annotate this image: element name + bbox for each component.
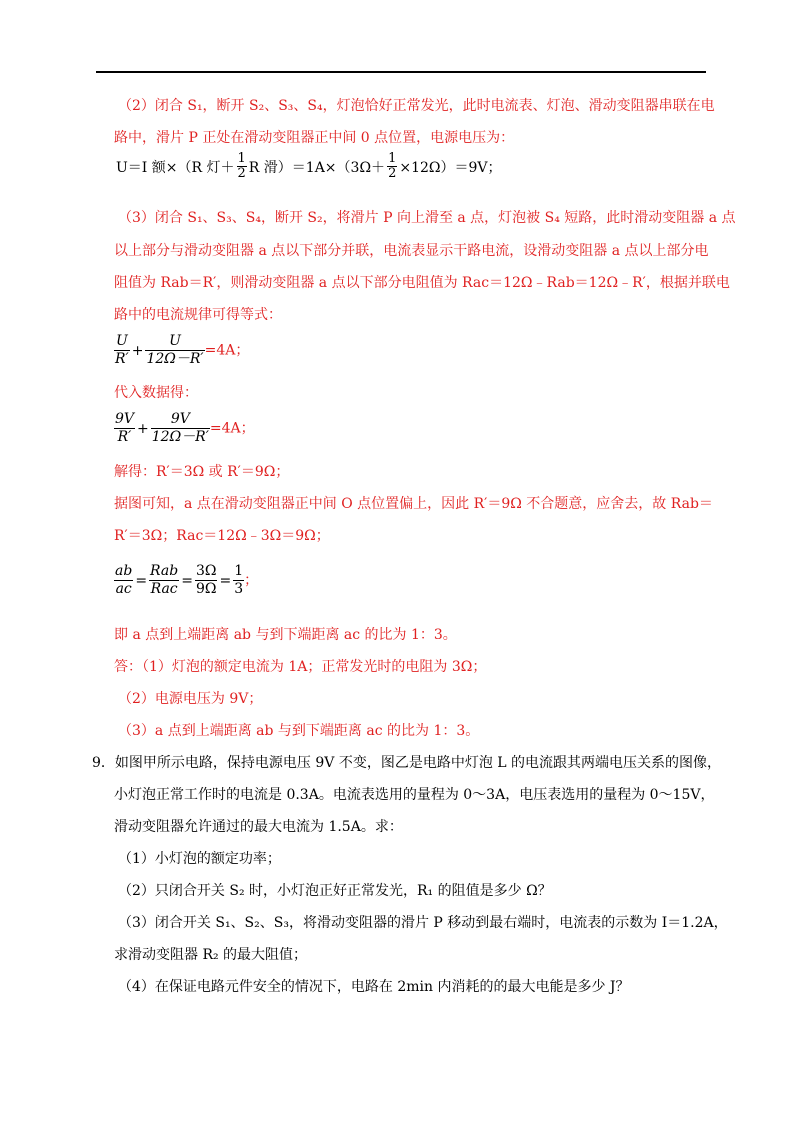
question-9-part3a: （3）闭合开关 S₁、S₂、S₃，将滑动变阻器的滑片 P 移动到最右端时，电流表的示数为 I＝1.2A， [118, 915, 728, 931]
question-9-part4: （4）在保证电路元件安全的情况下，电路在 2min 内消耗的的最大电能是多少 J？ [118, 979, 630, 995]
question-9-part1: （1）小灯泡的额定功率； [118, 851, 281, 867]
part3-line2: 以上部分与滑动变阻器 a 点以下部分并联，电流表显示干路电流，设滑动变阻器 a 点以上部分电 [114, 243, 709, 259]
part2-line2: 路中，滑片 P 正处在滑动变阻器正中间 0 点位置，电源电压为： [114, 130, 515, 146]
ratio-equation: $\frac{ab}{ac}$ = $\frac{\text{Rab}}{\text{Rac}}$ = $\frac{3\Omega}{9\Omega}$ = $\frac{1}{3}$ ； [115, 563, 259, 597]
question-9-line2: 小灯泡正常工作时的电流是 0.3A。电流表选用的量程为 0～3A，电压表选用的量程为 0～15V， [114, 787, 715, 803]
voltage-equation: U＝I 额×（R 灯＋ $\frac{1}{2}$ R 滑）＝1A×（3Ω＋ $\frac{1}{2}$ ×12Ω）＝9V； [116, 151, 502, 181]
equation-substituted: $\frac{9V}{R'}$ + $\frac{9V}{12\Omega-R'}$ =4A； [115, 411, 255, 445]
answer-1: 答：（1）灯泡的额定电流为 1A；正常发光时的电阻为 3Ω； [114, 659, 487, 675]
answer-3: （3）a 点到上端距离 ab 与到下端距离 ac 的比为 1：3。 [118, 723, 480, 739]
substitute-label: 代入数据得： [114, 385, 198, 401]
part3-line4: 路中的电流规律可得等式： [114, 307, 282, 323]
answer-2: （2）电源电压为 9V； [118, 691, 263, 707]
part2-line1: （2）闭合 S₁，断开 S₂、S₃、S₄，灯泡恰好正常发光，此时电流表、灯泡、滑动变阻器串联在电 [118, 98, 715, 114]
solve-result: 解得：R′＝3Ω 或 R′＝9Ω； [114, 464, 290, 480]
part3-line3: 阻值为 Rab＝R′，则滑动变阻器 a 点以下部分电阻值为 Rac＝12Ω﹣Rab＝12Ω﹣R′，根据并联电 [114, 275, 730, 291]
header-rule [96, 71, 706, 73]
part3-line1: （3）闭合 S₁、S₃、S₄，断开 S₂，将滑片 P 向上滑至 a 点，灯泡被 S₄ 短路，此时滑动变阻器 a 点 [118, 210, 736, 226]
question-9-part2: （2）只闭合开关 S₂ 时，小灯泡正好正常发光，R₁ 的阻值是多少 Ω？ [118, 883, 552, 899]
equation-current-sum: $\frac{U}{R'}$ + $\frac{U}{12\Omega-R'}$ =4A； [115, 333, 250, 367]
question-9-line1: 9．如图甲所示电路，保持电源电压 9V 不变，图乙是电路中灯泡 L 的电流跟其两端电压关系的图像， [92, 755, 722, 771]
conclusion: 即 a 点到上端距离 ab 与到下端距离 ac 的比为 1：3。 [114, 627, 457, 643]
half-fraction: $\frac{1}{2}$ [237, 151, 246, 181]
half-fraction-2: $\frac{1}{2}$ [388, 151, 397, 181]
judge-line2: R′＝3Ω；Rac＝12Ω﹣3Ω＝9Ω； [114, 528, 330, 544]
question-9-part3b: 求滑动变阻器 R₂ 的最大阻值； [114, 947, 308, 963]
question-9-line3: 滑动变阻器允许通过的最大电流为 1.5A。求： [114, 819, 403, 835]
judge-line1: 据图可知，a 点在滑动变阻器正中间 O 点位置偏上，因此 R′＝9Ω 不合题意，应舍去，故 Rab＝ [114, 496, 713, 512]
